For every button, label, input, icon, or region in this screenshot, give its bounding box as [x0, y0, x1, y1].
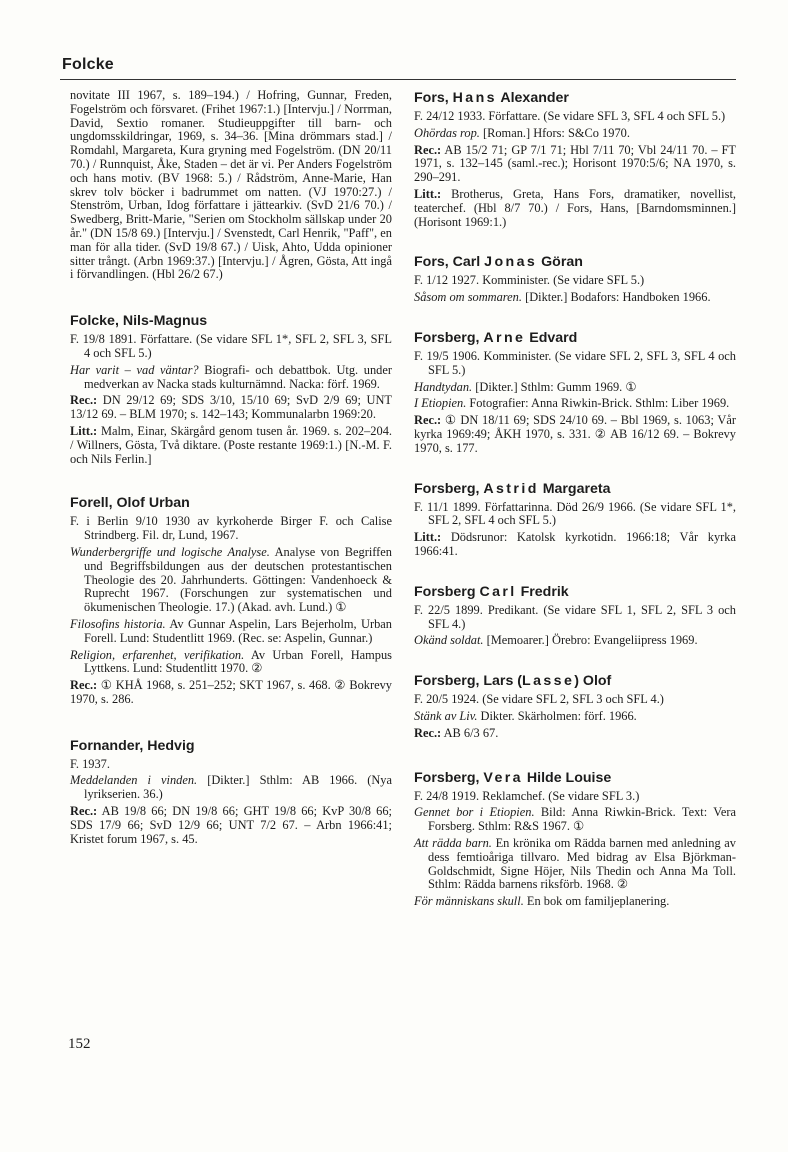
work-title: Okänd soldat.: [414, 633, 484, 648]
name-part: Fredrik: [516, 583, 569, 600]
litt-label: Litt.:: [414, 186, 442, 201]
name-part: Alexander: [496, 90, 569, 106]
work-title: Att rädda barn.: [414, 835, 492, 850]
entry-fornander: [70, 737, 392, 847]
work-title: Filosofins historia.: [70, 616, 166, 631]
work-details: [Roman.] Hfors: S&Co 1970.: [479, 125, 630, 140]
entry-rec: [414, 414, 736, 455]
entry-forsberg-arne: [414, 329, 736, 456]
name-spaced: Astrid: [483, 480, 539, 497]
work-title: Religion, erfarenhet, verifikation.: [70, 647, 245, 662]
rec-label: Rec.:: [70, 393, 98, 408]
right-column: [414, 89, 736, 926]
litt-text: Dödsrunor: Katolsk kyrkotidn. 1966:18; Vår kyrka 1966:41.: [414, 530, 736, 558]
name-part: Forsberg,: [414, 480, 484, 497]
entry-bio: F. 24/12 1933. Författare. (Se vidare SFL 3, SFL 4 och SFL 5.): [414, 109, 726, 123]
entry-litt: [414, 188, 736, 229]
rec-label: Rec.:: [70, 678, 98, 693]
entry-litt: [70, 425, 392, 466]
name-part: Hilde Louise: [522, 769, 612, 786]
rec-text: ① KHÅ 1968, s. 251–252; SKT 1967, s. 468. ② Bokrevy 1970, s. 286.: [70, 678, 392, 706]
entry-work: [414, 806, 736, 834]
name-part: ) Olof: [574, 673, 612, 690]
entry-fors-carl: [414, 253, 736, 305]
name-spaced: Lasse: [522, 673, 575, 690]
entry-folcke: [70, 312, 392, 466]
entry-bio: F. 1937.: [70, 756, 110, 771]
entry-bio: F. i Berlin 9/10 1930 av kyrkoherde Birger F. och Calise Strindberg. Fil. dr, Lund, 1967.: [70, 514, 392, 543]
entry-work: [414, 634, 736, 648]
work-details: Fotografier: Anna Riwkin-Brick. Sthlm: Liber 1969.: [466, 396, 730, 411]
rec-label: Rec.:: [414, 725, 442, 740]
continuation-text: novitate III 1967, s. 189–194.) / Hofring, Gunnar, Freden, Fogelström och försvaret. (Frihet 1967:1.) [Intervju.] / Norrman, David, Sextio romaner. Studieuppgifter till barn- och ungdomsskildringar, 1969, s. 34–36. [Mina drömmars stad.] / Romdahl, Margareta, Kura gryning med Fogelström. (DN 20/11 70.) / Runnquist, Åke, Staden – det är vi. Per Anders Fogelström och hans motiv. (BV 1968: 5.) / Rådström, Anne-Marie, Han skrev tolv böcker i badrummet om natten. (VJ 1970:27.) / Stenström, Urban, Idog författare i jättearkiv. (SvD 21/6 70.) / Swedberg, Britt-Marie, "Serien om Stockholm sällskap under 20 år." (DN 15/8 69.) [Intervju.] / Svenstedt, Carl Henrik, "Paff", en man för alla tider. (SvD 19/8 67.) / Uisk, Ahto, Udda opinioner sitter trångt. (Arbn 1969:37.) [Intervju.] / Ågren, Gösta, Att ingå i förvandlingen. (Hbl 26/2 67.): [70, 88, 392, 282]
entry-work: [414, 397, 736, 411]
litt-label: Litt.:: [70, 423, 98, 438]
rec-label: Rec.:: [414, 413, 442, 428]
entry-work: [414, 127, 736, 141]
entry-bio: F. 22/5 1899. Predikant. (Se vidare SFL 1, SFL 2, SFL 3 och SFL 4.): [414, 602, 736, 631]
entry-rec: [70, 394, 392, 422]
name-part: Edvard: [525, 329, 578, 346]
entry-work: [70, 364, 392, 392]
name-part: Forsberg,: [414, 769, 484, 786]
entry-heading: Fornander, Hedvig: [70, 737, 195, 754]
name-spaced: Hans: [452, 90, 497, 106]
name-spaced: Vera: [483, 769, 523, 786]
entry-work: [414, 837, 736, 892]
name-part: Forsberg,: [414, 329, 484, 346]
entry-heading: [414, 329, 736, 347]
rec-text: DN 29/12 69; SDS 3/10, 15/10 69; SvD 2/9 69; UNT 13/12 69. – BLM 1970; s. 142–143; Kommunalarbn 1969:20.: [70, 393, 392, 422]
left-column: [70, 89, 392, 863]
work-details: [Dikter.] Bodafors: Handboken 1966.: [521, 290, 711, 305]
name-part: Forsberg, Lars (: [414, 673, 523, 690]
work-title: Handtydan.: [414, 379, 473, 394]
work-title: Ohördas rop.: [414, 125, 480, 140]
work-details: [Dikter.] Sthlm: Gumm 1969. ①: [472, 379, 637, 394]
rec-text: AB 15/2 71; GP 7/1 71; Hbl 7/11 70; Vbl 24/11 70. – FT 1971, s. 132–145 (saml.-rec.); Horisont 1970:5/6; NA 1970, s. 290–291.: [414, 142, 736, 185]
work-title: I Etiopien.: [414, 396, 467, 411]
work-details: Av Urban Forell, Hampus Lyttkens. Lund: Studentlitt 1970. ②: [84, 647, 392, 676]
work-details: En krönika om Rädda barnen med anledning av dess femtioåriga tillvaro. Med bidrag av Elsa Björkman-Goldschmidt, Signe Höjer, Nils Thedin och Anna Ma Toll. Sthlm: Rädda barnens riksförb. 1968. ②: [428, 835, 737, 892]
running-head: Folcke: [62, 56, 114, 73]
name-spaced: Jonas: [484, 254, 538, 271]
entry-bio: F. 11/1 1899. Författarinna. Död 26/9 1966. (Se vidare SFL 1*, SFL 2, SFL 4 och SFL 5.): [414, 499, 736, 528]
page-number: 152: [68, 1036, 91, 1052]
entry-heading: [414, 583, 736, 601]
entry-fors-hans: [414, 89, 736, 229]
entry-heading: Forell, Olof Urban: [70, 495, 190, 512]
entry-heading: [414, 253, 736, 271]
rec-label: Rec.:: [70, 804, 98, 819]
entry-heading: [414, 672, 736, 690]
entry-heading: Folcke, Nils-Magnus: [70, 313, 208, 330]
work-title: För människans skull.: [414, 894, 524, 909]
entry-work: [414, 710, 736, 724]
entry-forell: [70, 494, 392, 706]
rec-text: AB 6/3 67.: [441, 725, 499, 740]
work-details: Dikter. Skärholmen: förf. 1966.: [477, 708, 637, 723]
work-details: Analyse von Begriffen und Begriffsbildungen aus der deutschen protestantischen Theologie des 20. Jahrhunderts. Göttingen: Vandenhoeck & Ruprecht 1967. (Forschungen zur systematischen und ökumenischen Theologie. 17.) (Akad. avh. Lund.) ①: [84, 544, 392, 615]
rec-text: AB 19/8 66; DN 19/8 66; GHT 19/8 66; KvP 30/8 66; SDS 17/9 66; SvD 12/9 66; UNT 7/2 67. – Arbn 1966:41; Kristet forum 1967, s. 45.: [70, 804, 392, 846]
work-title: Gennet bor i Etiopien.: [414, 805, 535, 820]
entry-heading: [414, 769, 736, 787]
entry-work: [70, 546, 392, 615]
litt-text: Malm, Einar, Skärgård genom tusen år. 1969. s. 202–204. / Willners, Gösta, Två diktare. (Poste restante 1969:1.) [N.-M. F. och Nils Ferlin.]: [70, 423, 392, 466]
entry-forsberg-astrid: [414, 480, 736, 559]
entry-work: [70, 649, 392, 677]
rec-label: Rec.:: [414, 142, 442, 157]
entry-rec: [414, 727, 736, 741]
name-part: Göran: [537, 254, 583, 271]
work-title: Wunderbergriffe und logische Analyse.: [70, 544, 270, 559]
entry-bio: F. 20/5 1924. (Se vidare SFL 2, SFL 3 och SFL 4.): [414, 692, 664, 707]
name-part: Fors, Carl: [414, 254, 485, 271]
entry-continuation: [70, 89, 392, 282]
litt-text: Brotherus, Greta, Hans Fors, dramatiker, novellist, teaterchef. (Hbl 8/7 70.) / Fors, Hans, [Barndomsminnen.] (Horisont 1969:1.): [414, 186, 736, 229]
entry-bio: F. 1/12 1927. Komminister. (Se vidare SFL 5.): [414, 273, 645, 288]
entry-bio: F. 19/5 1906. Komminister. (Se vidare SFL 2, SFL 3, SFL 4 och SFL 5.): [414, 348, 736, 377]
entry-forsberg-lars: [414, 672, 736, 740]
work-title: Meddelanden i vinden.: [70, 773, 198, 788]
litt-label: Litt.:: [414, 530, 442, 545]
work-details: En bok om familjeplanering.: [523, 894, 670, 909]
entry-bio: F. 24/8 1919. Reklamchef. (Se vidare SFL 3.): [414, 788, 640, 803]
name-part: Forsberg: [414, 583, 480, 600]
entry-litt: [414, 531, 736, 559]
work-details: Biografi- och debattbok. Utg. under medverkan av Nacka stads kulturnämnd. Nacka: förf. 1969.: [84, 362, 392, 391]
work-details: [Memoarer.] Örebro: Evangeliipress 1969.: [483, 633, 698, 648]
rec-text: ① DN 18/11 69; SDS 24/10 69. – Bbl 1969, s. 1063; Vår kyrka 1969:49; ÅKH 1970, s. 331. ② AB 16/12 69. – Bokrevy 1970, s. 177.: [414, 413, 736, 455]
entry-bio: F. 19/8 1891. Författare. (Se vidare SFL 1*, SFL 2, SFL 3, SFL 4 och SFL 5.): [70, 332, 392, 360]
name-part: Margareta: [538, 480, 611, 497]
work-title: Såsom om sommaren.: [414, 290, 522, 305]
work-title: Stänk av Liv.: [414, 708, 478, 723]
entry-rec: [70, 679, 392, 707]
name-spaced: Carl: [479, 583, 517, 600]
name-spaced: Arne: [483, 329, 526, 346]
work-details: Bild: Anna Riwkin-Brick. Text: Vera Forsberg. Sthlm: R&S 1967. ①: [428, 805, 736, 834]
name-part: Fors,: [414, 90, 453, 106]
entry-forsberg-vera: [414, 769, 736, 909]
entry-forsberg-carl: [414, 583, 736, 648]
entry-work: [70, 774, 392, 802]
entry-work: [414, 895, 736, 909]
work-details: Av Gunnar Aspelin, Lars Bejerholm, Urban Forell. Lund: Studentlitt 1969. (Rec. se: Aspelin, Gunnar.): [84, 616, 392, 645]
work-title: Har varit – vad väntar?: [70, 362, 199, 377]
entry-work: [414, 381, 736, 395]
work-details: [Dikter.] Sthlm: AB 1966. (Nya lyrikserien. 36.): [84, 773, 392, 802]
entry-work: [70, 618, 392, 646]
entry-rec: [414, 144, 736, 185]
entry-rec: [70, 805, 392, 846]
header-rule: [60, 79, 736, 80]
entry-work: [414, 291, 736, 305]
entry-heading: [414, 89, 736, 107]
entry-heading: [414, 480, 736, 498]
